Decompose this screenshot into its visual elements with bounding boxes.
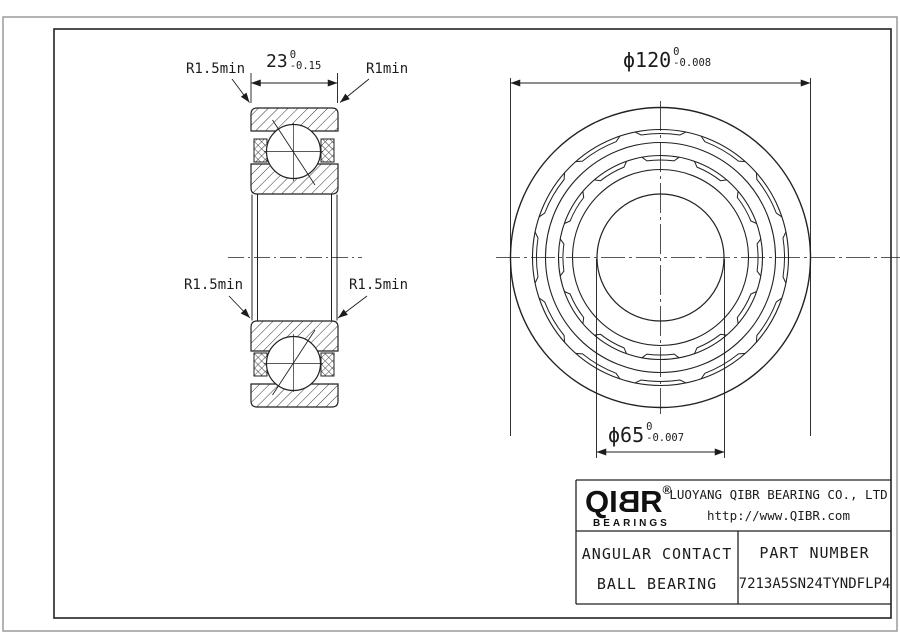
company-name: LUOYANG QIBR BEARING CO., LTD <box>669 487 888 502</box>
company-website: http://www.QIBR.com <box>707 508 850 523</box>
product-name-line2: BALL BEARING <box>596 575 718 593</box>
logo-subtitle: BEARINGS <box>593 518 670 529</box>
cage-bottom-right <box>321 353 334 376</box>
radius-label-bottom-right: R1.5min <box>349 277 409 293</box>
front-view <box>496 101 900 414</box>
cage-top-left <box>254 139 267 162</box>
bore-diameter-dimension <box>608 421 685 447</box>
od-tol-bottom: -0.008 <box>673 57 712 70</box>
radius-label-top-left: R1.5min <box>186 61 246 77</box>
width-value: 23 <box>266 51 288 72</box>
bore-value: ϕ65 <box>608 423 645 447</box>
radius-label-bottom-left: R1.5min <box>184 277 244 293</box>
registered-mark: ® <box>662 483 672 497</box>
page-border <box>3 17 897 631</box>
cage-top-right <box>321 139 334 162</box>
od-value: ϕ120 <box>623 48 672 72</box>
outer-diameter-dimension <box>623 46 712 72</box>
company-logo: QIBR® <box>585 483 672 519</box>
od-tol-top: 0 <box>673 46 680 58</box>
radius-label-top-right: R1min <box>366 61 409 77</box>
part-number-value: 7213A5SN24TYNDFLP4 <box>738 576 891 592</box>
width-tol-bottom: -0.15 <box>289 60 322 73</box>
cage-bottom-left <box>254 353 267 376</box>
width-tol-top: 0 <box>289 49 297 61</box>
bore-tol-bottom: -0.007 <box>646 432 685 445</box>
part-number-label: PART NUMBER <box>759 544 870 562</box>
width-dimension <box>266 49 322 73</box>
product-name-line1: ANGULAR CONTACT <box>581 545 733 563</box>
section-view <box>228 108 362 407</box>
bore-tol-top: 0 <box>646 421 653 433</box>
